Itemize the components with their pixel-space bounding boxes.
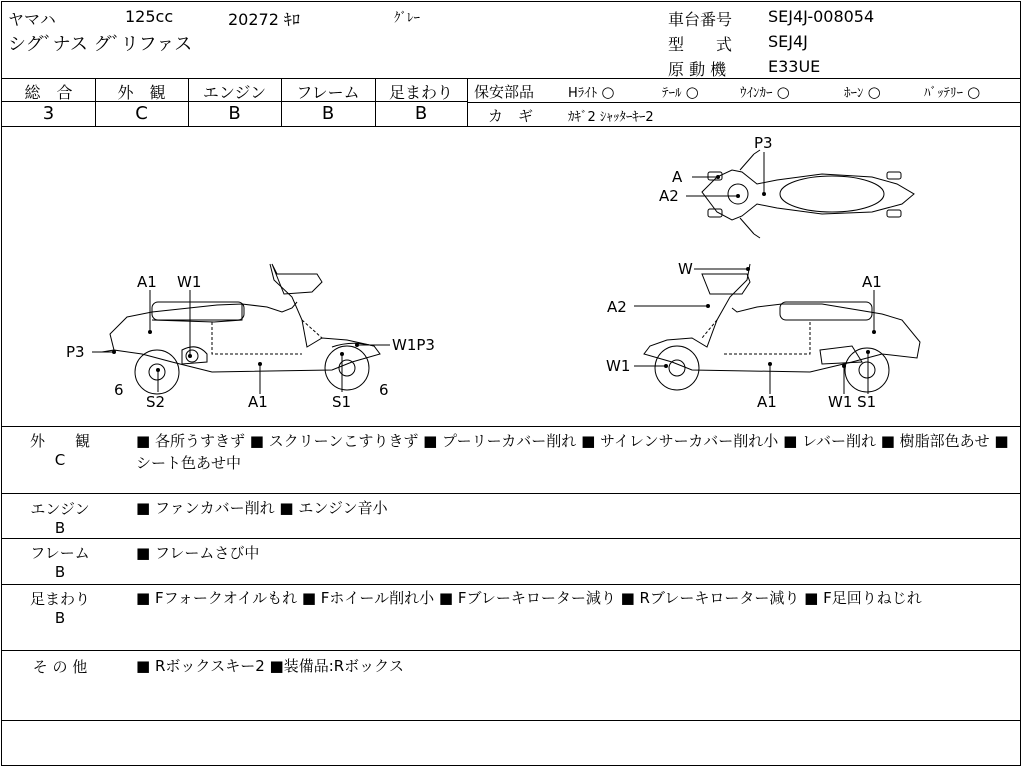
mileage: 20272 ｷﾛ [228, 10, 300, 29]
chassis-label: 車台番号 [668, 10, 733, 29]
grade-value-total: 3 [42, 103, 55, 124]
grade-value-suspension: B [414, 103, 428, 124]
divider [2, 584, 1020, 585]
displacement: 125cc [125, 7, 174, 26]
leader-lines [92, 152, 874, 394]
engine-value: E33UE [768, 57, 821, 76]
color: ｸﾞﾚｰ [394, 11, 420, 26]
divider [2, 78, 1020, 79]
section-text-other: ■ Rボックスキー2 ■装備品:Rボックス [136, 657, 405, 675]
scooter-damage-diagram [2, 127, 1020, 424]
section-text-frame: ■ フレームさび中 [136, 544, 260, 562]
section-label-other: そ の 他 [32, 658, 88, 676]
label-a2-top: A2 [659, 187, 679, 205]
divider [2, 426, 1020, 427]
grade-value-frame: B [321, 103, 335, 124]
section-text-engine: ■ ファンカバー削れ ■ エンジン音小 [136, 499, 388, 517]
label-a1-top: A1 [137, 273, 157, 291]
label-s1: S1 [332, 393, 352, 411]
grade-label-exterior: 外 観 [117, 83, 166, 102]
type-label: 型 式 [668, 35, 733, 54]
label-a2-right: A2 [607, 298, 627, 316]
label-a1-bottom-right: A1 [757, 393, 777, 411]
safety-item-headlight: Hﾗｲﾄ ○ [568, 83, 615, 101]
grade-value-engine: B [228, 103, 241, 124]
label-6-left: 6 [114, 381, 124, 399]
label-w1-right: W1 [606, 357, 631, 375]
safety-item-winker: ｳｲﾝｶｰ ○ [740, 83, 790, 101]
grade-label-engine: エンジン [202, 83, 267, 102]
label-a1-right: A1 [862, 273, 882, 291]
label-p3-top: P3 [754, 134, 773, 152]
grade-label-frame: フレーム [296, 83, 360, 102]
divider [2, 720, 1020, 721]
divider [2, 650, 1020, 651]
grade-value-exterior: C [135, 103, 148, 124]
label-a1-bottom: A1 [248, 393, 268, 411]
label-6-right: 6 [379, 381, 389, 399]
section-label-frame: フレーム B [30, 544, 90, 581]
label-p3-left: P3 [66, 343, 85, 361]
label-s2: S2 [146, 393, 166, 411]
divider [467, 102, 1020, 103]
section-label-exterior: 外 観 C [29, 432, 90, 469]
label-w-right: W [678, 260, 693, 278]
grade-label-suspension: 足まわり [388, 83, 453, 102]
key-label: カ ギ [488, 107, 534, 125]
label-w1-top: W1 [177, 273, 202, 291]
divider [2, 538, 1020, 539]
engine-label: 原 動 機 [668, 60, 727, 79]
chassis-value: SEJ4J-008054 [768, 7, 875, 26]
section-label-engine: エンジン B [30, 500, 90, 537]
key-value: ｶｷﾞ2 ｼｬｯﾀｰｷｰ2 [568, 110, 654, 125]
safety-item-battery: ﾊﾞｯﾃﾘｰ ○ [924, 83, 981, 101]
type-value: SEJ4J [768, 32, 808, 51]
grade-label-total: 総 合 [24, 83, 73, 102]
scooter-top-view [702, 150, 914, 238]
section-label-suspension: 足まわり B [29, 590, 90, 627]
label-w1s1-right: W1 S1 [828, 393, 877, 411]
inspection-sheet [1, 1, 1021, 766]
safety-item-tail: ﾃｰﾙ ○ [662, 83, 699, 101]
label-w1p3-right: W1P3 [392, 336, 435, 354]
safety-item-horn: ﾎｰﾝ ○ [844, 83, 881, 101]
model-name: シグﾞナス グﾞリファス [8, 34, 193, 55]
section-text-exterior: ■ 各所うすきず ■ スクリーンこすりきず ■ プーリーカバー削れ ■ サイレンサーカバー削れ小 ■ レバー削れ ■ 樹脂部色あせ ■ シート色あせ中 [136, 432, 1009, 472]
maker: ヤマハ [8, 10, 56, 29]
divider [2, 493, 1020, 494]
section-text-suspension: ■ Fフォークオイルもれ ■ Fホイール削れ小 ■ Fブレーキローター減り ■ Rブレーキローター減り ■ F足回りねじれ [136, 589, 922, 607]
label-a-top: A [672, 168, 683, 186]
safety-label: 保安部品 [474, 83, 535, 101]
